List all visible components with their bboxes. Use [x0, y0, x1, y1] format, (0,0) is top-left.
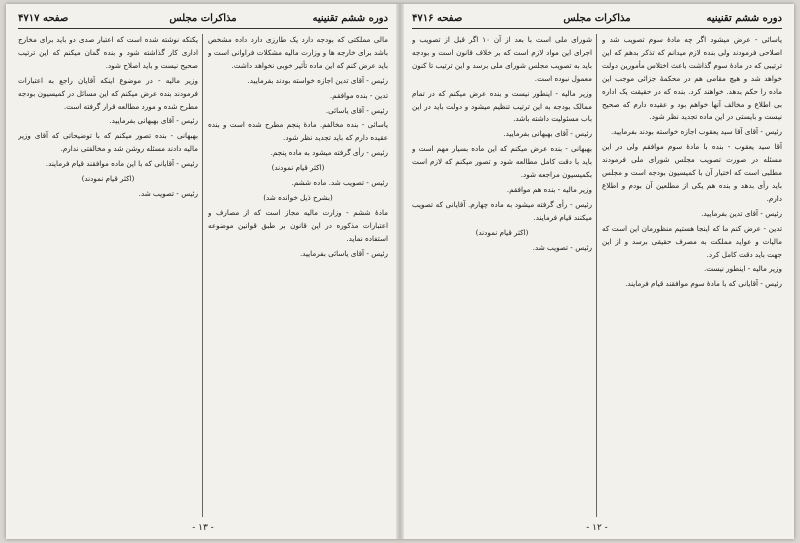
reading-note: (بشرح ذیل خوانده شد): [263, 192, 333, 202]
paragraph: رئیس - آقایانی که با این ماده موافقند قیام فرمایند.: [45, 159, 198, 169]
column-divider: [202, 34, 203, 517]
paragraph: رئیس - آقای تدین بفرمایید.: [701, 208, 782, 218]
paragraph: رئیس - آقای یاسائی بفرمایید.: [299, 248, 388, 258]
paragraph: رئیس - آقای یاسائی.: [325, 105, 388, 115]
header-page-label: صفحه ۴۷۱۷: [18, 13, 69, 24]
header-page-label: صفحه ۴۷۱۶: [412, 13, 463, 24]
page-header: [18, 12, 388, 29]
paragraph: وزیر مالیه - اینطور نیست.: [703, 264, 782, 274]
paragraph: شورای ملی است با بعد از آن ۱۰ اگر قبل از تصویب و اجرای این مواد لازم است که بر خلاف قانون است و بودجه باید به تصویب مجلس شورای ملی برسد و این ترتیب تا کنون معمول نبوده است.: [412, 35, 592, 83]
paragraph: تدین - بنده موافقم.: [329, 90, 388, 100]
paragraph: رئیس - تصویب شد.: [532, 242, 592, 252]
page-number: - ۱۳ -: [192, 523, 214, 533]
paragraph: رئیس - رأی گرفته میشود به ماده پنجم.: [270, 148, 388, 158]
paragraph: رئیس - رأی گرفته میشود به ماده چهارم. آقایانی که تصویب میکنند قیام فرمایند.: [412, 199, 592, 222]
paragraph: مالی مملکتی که بودجه دارد یک طارزی دارد داده مشخص باشد برای خارجه ها و وزارت مالیه مشکلات فراوانی است و باید عرض کنم که این ماده تأثیر خوبی نخواهد داشت.: [208, 35, 388, 70]
text-columns: [412, 34, 782, 517]
column-left: [412, 34, 592, 517]
column-divider: [596, 34, 597, 517]
paragraph: رئیس - آقای بهبهانی بفرمایید.: [109, 116, 198, 126]
paragraph: رئیس - آقای آقا سید یعقوب اجازه خواسته بودند بفرمایید.: [611, 127, 782, 137]
paragraph: بهبهانی - بنده تصور میکنم که با توضیحاتی که آقای وزیر مالیه دادند مسئله روشن شد و مخالفتی ندارم.: [18, 131, 198, 154]
header-title: مذاکرات مجلس: [169, 13, 237, 24]
paragraph: رئیس - آقایانی که با مادهٔ سوم موافقند قیام فرمایند.: [625, 279, 782, 289]
paragraph: وزیر مالیه - اینطور نیست و بنده عرض میکنم که در تمام ممالک بودجه به این ترتیب تنظیم میشود و دولت باید در این باب مسئولیت داشته باشد.: [412, 88, 592, 124]
paragraph: مادهٔ ششم - وزارت مالیه مجاز است که از مصارف و اعتبارات مذکوره در این قانون بر طبق قوانین موضوعه استفاده نماید.: [208, 207, 388, 243]
left-page: [6, 4, 400, 539]
paragraph: وزیر مالیه - بنده هم موافقم.: [506, 184, 592, 194]
text-columns: [18, 34, 388, 517]
column-left: [18, 34, 198, 517]
right-page: [400, 4, 794, 539]
paragraph: بهبهانی - بنده عرض میکنم که این ماده بسیار مهم است و باید با دقت کامل مطالعه شود و تصور میکنم که لازم است بکمیسیون مراجعه شود.: [412, 144, 592, 180]
paragraph: رئیس - آقای تدین اجازه خواسته بودند بفرمایید.: [247, 75, 388, 85]
vote-note: (اکثر قیام نمودند): [271, 163, 325, 173]
paragraph: یکنکه نوشته شده است که اعتبار صدی دو باید برای مخارج اداری کار گذاشته شود و بنده گمان میکنم که این ترتیب صحیح نیست و باید اصلاح شود.: [18, 35, 198, 70]
column-right: [208, 34, 388, 517]
paragraph: آقا سید یعقوب - بنده با مادهٔ سوم موافقم ولی در این مسئله در صورت تصویب مجلس شورای ملی فرمودند مطلبی است که اختیار آن با کمیسیون بودجه است و مجلس باید رأی بدهد و بنده هم یکی از مطلعین آن بودم و اطلاع دارم.: [602, 142, 782, 203]
paragraph: یاسائی - عرض میشود اگر چه مادهٔ سوم تصویب شد و اصلاحی فرمودند ولی بنده لازم میدانم که تذکر بدهم که این ترتیبی که در مادهٔ سوم گذاشت باعث اختلاس مأمورین دولت خواهد شد و هیچ مقامی هم در محکمهٔ جزائی موجب این ماده را حکم بدهد. خواهند کرد. بنده که در حقیقت یک اداره بی اطلاع و مخالف آنها خواهم بود و عقیده دارم که صحیح نیست و بایستی در این ماده تجدید نظر شود.: [602, 35, 782, 122]
vote-note: (اکثر قیام نمودند): [81, 174, 135, 184]
header-session: دوره ششم تقنینیه: [312, 13, 388, 24]
column-right: [602, 34, 782, 517]
paragraph: یاسائی - بنده مخالفم. مادهٔ پنجم مطرح شده است و بنده عقیده دارم که باید تجدید نظر شود.: [208, 120, 388, 143]
paragraph: تدین - عرض کنم ما که اینجا هستیم منظورمان این است که مالیات و عواید مملکت به مصرف حقیقی برسد و از این جهت باید دقت کامل کرد.: [602, 223, 782, 259]
book-spread: [6, 4, 794, 539]
paragraph: رئیس - تصویب شد. ماده ششم.: [291, 178, 388, 188]
paragraph: رئیس - تصویب شد.: [138, 188, 198, 198]
paragraph: وزیر مالیه - در موضوع اینکه آقایان راجع به اعتبارات فرمودند بنده عرض میکنم که این مسائل در کمیسیون بودجه مطرح شده و مورد مطالعه قرار گرفته است.: [18, 75, 198, 111]
paragraph: رئیس - آقای بهبهانی بفرمایید.: [503, 129, 592, 139]
header-title: مذاکرات مجلس: [563, 13, 631, 24]
page-number: - ۱۲ -: [586, 523, 608, 533]
header-session: دوره ششم تقنینیه: [706, 13, 782, 24]
page-header: [412, 12, 782, 29]
vote-note: (اکثر قیام نمودند): [475, 227, 529, 237]
